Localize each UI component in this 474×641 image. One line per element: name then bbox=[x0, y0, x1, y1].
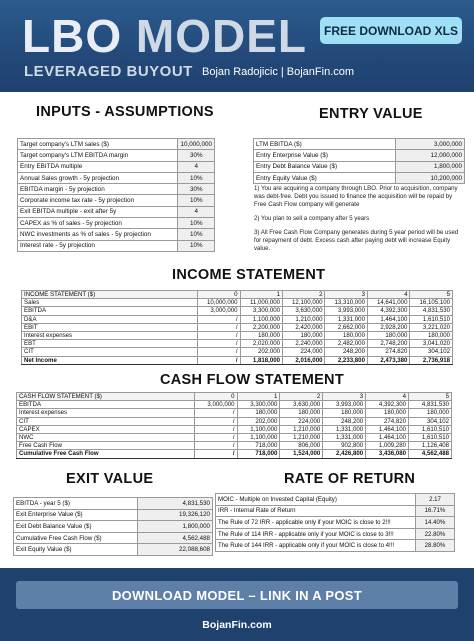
cell-value: 13,310,000 bbox=[325, 299, 367, 307]
cell-value: 2,016,000 bbox=[283, 356, 325, 364]
row-label: LTM EBITDA ($) bbox=[254, 139, 396, 150]
cell-value: 1,464,100 bbox=[366, 433, 409, 441]
cell-value: / bbox=[194, 409, 237, 417]
table-row bbox=[216, 505, 455, 517]
rate-of-return-title: RATE OF RETURN bbox=[284, 471, 416, 487]
cell-value: 16,105,100 bbox=[410, 299, 453, 307]
row-label: D&A bbox=[22, 315, 198, 323]
row-label: Exit Debt Balance Value ($) bbox=[14, 521, 138, 533]
year-header: 1 bbox=[240, 291, 282, 299]
cell-value: 180,000 bbox=[367, 331, 409, 339]
row-label: NWC investments as % of sales - 5y projection bbox=[18, 229, 178, 240]
note-1: 1) You are acquiring a company through LBO. Prior to acquisition, company was debt-free. Debt you issued to finance the acquisition will be repaid by Free Cash Flow company will generate bbox=[254, 185, 458, 208]
table-row bbox=[17, 409, 452, 417]
cell-value: 202,000 bbox=[240, 348, 282, 356]
cell-value: 1,610,510 bbox=[409, 433, 452, 441]
table-row bbox=[14, 521, 213, 533]
row-value: 10% bbox=[178, 195, 215, 206]
year-header: 2 bbox=[280, 393, 323, 401]
row-value: 1,800,000 bbox=[396, 161, 465, 172]
cell-value: 180,000 bbox=[323, 409, 366, 417]
entry-value-table bbox=[253, 138, 465, 184]
rate-of-return-table bbox=[215, 493, 455, 552]
table-row bbox=[18, 206, 215, 217]
table-row bbox=[14, 544, 213, 556]
cell-value: 3,300,000 bbox=[237, 401, 280, 409]
cell-value: 1,100,000 bbox=[237, 425, 280, 433]
income-statement-table bbox=[21, 290, 453, 365]
row-label: EBITDA bbox=[22, 307, 198, 315]
table-row bbox=[18, 172, 215, 183]
cell-value: 3,221,020 bbox=[410, 323, 453, 331]
row-label: CAPEX as % of sales - 5y projection bbox=[18, 218, 178, 229]
year-header: 4 bbox=[366, 393, 409, 401]
header-label: CASH FLOW STATEMENT ($) bbox=[17, 393, 195, 401]
cell-value: 2,748,200 bbox=[367, 340, 409, 348]
cell-value: / bbox=[198, 331, 240, 339]
row-value: 4,831,530 bbox=[138, 498, 213, 510]
row-label: Exit EBITDA multiple - exit after 5y bbox=[18, 206, 178, 217]
table-row bbox=[254, 139, 465, 150]
table-row bbox=[22, 356, 453, 364]
cell-value: / bbox=[198, 315, 240, 323]
table-row bbox=[14, 532, 213, 544]
table-row bbox=[18, 240, 215, 251]
row-label: IRR - Internal Rate of Return bbox=[216, 505, 416, 517]
cell-value: 1,331,000 bbox=[323, 433, 366, 441]
table-row bbox=[254, 172, 465, 183]
row-label: Interest expenses bbox=[22, 331, 198, 339]
row-label: Entry Debt Balance Value ($) bbox=[254, 161, 396, 172]
row-value: 4,562,488 bbox=[138, 532, 213, 544]
cell-value: 3,993,000 bbox=[323, 401, 366, 409]
row-label: CAPEX bbox=[17, 425, 195, 433]
cell-value: 180,000 bbox=[366, 409, 409, 417]
year-header: 3 bbox=[325, 291, 367, 299]
cell-value: 902,800 bbox=[323, 442, 366, 450]
row-label: Entry Equity Value ($) bbox=[254, 172, 396, 183]
row-label: Target company's LTM sales ($) bbox=[18, 139, 178, 150]
cell-value: 3,000,000 bbox=[194, 401, 237, 409]
cell-value: 180,000 bbox=[325, 331, 367, 339]
cell-value: 1,210,000 bbox=[283, 315, 325, 323]
cell-value: 2,662,000 bbox=[325, 323, 367, 331]
cell-value: 4,831,530 bbox=[410, 307, 453, 315]
cell-value: 2,426,800 bbox=[323, 450, 366, 458]
row-value: 10,200,000 bbox=[396, 172, 465, 183]
table-row bbox=[216, 517, 455, 529]
cell-value: 274,820 bbox=[367, 348, 409, 356]
title-model: MODEL bbox=[135, 10, 307, 62]
cell-value: 304,102 bbox=[410, 348, 453, 356]
cell-value: 1,009,280 bbox=[366, 442, 409, 450]
table-row bbox=[18, 229, 215, 240]
row-value: 16.71% bbox=[416, 505, 455, 517]
table-row bbox=[254, 150, 465, 161]
note-2: 2) You plan to sell a company after 5 years bbox=[254, 215, 370, 222]
table-row bbox=[17, 433, 452, 441]
cell-value: 3,300,000 bbox=[240, 307, 282, 315]
row-label: Corporate income tax rate - 5y projection bbox=[18, 195, 178, 206]
table-row bbox=[14, 498, 213, 510]
cell-value: 2,736,918 bbox=[410, 356, 453, 364]
cell-value: 224,000 bbox=[283, 348, 325, 356]
cell-value: 12,100,000 bbox=[283, 299, 325, 307]
row-label: Net Income bbox=[22, 356, 198, 364]
cell-value: 718,000 bbox=[237, 442, 280, 450]
cell-value: 1,464,100 bbox=[367, 315, 409, 323]
cell-value: 1,610,510 bbox=[409, 425, 452, 433]
cash-flow-table bbox=[16, 392, 452, 459]
row-value: 30% bbox=[178, 184, 215, 195]
row-label: Free Cash Flow bbox=[17, 442, 195, 450]
cell-value: 3,000,000 bbox=[198, 307, 240, 315]
header-row bbox=[22, 291, 453, 299]
entry-notes bbox=[254, 185, 464, 259]
cell-value: 180,000 bbox=[237, 409, 280, 417]
row-value: 10% bbox=[178, 218, 215, 229]
cell-value: 2,020,000 bbox=[240, 340, 282, 348]
cell-value: 1,464,100 bbox=[366, 425, 409, 433]
exit-value-title: EXIT VALUE bbox=[66, 471, 154, 487]
cell-value: 10,000,000 bbox=[198, 299, 240, 307]
year-header: 0 bbox=[194, 393, 237, 401]
year-header: 1 bbox=[237, 393, 280, 401]
cell-value: 806,000 bbox=[280, 442, 323, 450]
cell-value: / bbox=[194, 417, 237, 425]
row-value: 12,000,000 bbox=[396, 150, 465, 161]
cell-value: 1,331,000 bbox=[323, 425, 366, 433]
year-header: 0 bbox=[198, 291, 240, 299]
row-label: Entry EBITDA multiple bbox=[18, 161, 178, 172]
cell-value: 1,210,000 bbox=[280, 425, 323, 433]
table-row bbox=[22, 307, 453, 315]
year-header: 5 bbox=[409, 393, 452, 401]
cell-value: 1,818,000 bbox=[240, 356, 282, 364]
row-label: The Rule of 114 IRR - applicable only if your MOIC is close to 3!!! bbox=[216, 528, 416, 540]
row-value: 10,000,000 bbox=[178, 139, 215, 150]
cell-value: 304,102 bbox=[409, 417, 452, 425]
row-label: NWC bbox=[17, 433, 195, 441]
table-row bbox=[22, 315, 453, 323]
row-value: 2.17 bbox=[416, 494, 455, 506]
cell-value: 2,233,800 bbox=[325, 356, 367, 364]
cell-value: 3,630,000 bbox=[280, 401, 323, 409]
header-row bbox=[17, 393, 452, 401]
header-label: INCOME STATEMENT ($) bbox=[22, 291, 198, 299]
income-statement-title: INCOME STATEMENT bbox=[172, 267, 326, 283]
cell-value: 248,200 bbox=[323, 417, 366, 425]
row-label: The Rule of 144 IRR - applicable only if your MOIC is close to 4!!! bbox=[216, 540, 416, 552]
cell-value: 3,041,020 bbox=[410, 340, 453, 348]
cell-value: 2,473,380 bbox=[367, 356, 409, 364]
cell-value: 248,200 bbox=[325, 348, 367, 356]
row-value: 30% bbox=[178, 150, 215, 161]
table-row bbox=[216, 494, 455, 506]
row-label: Exit Equity Value ($) bbox=[14, 544, 138, 556]
cell-value: 2,420,000 bbox=[283, 323, 325, 331]
cell-value: 718,000 bbox=[237, 450, 280, 458]
footer-link[interactable]: BojanFin.com bbox=[202, 619, 272, 631]
row-value: 28.80% bbox=[416, 540, 455, 552]
row-label: EBITDA bbox=[17, 401, 195, 409]
entry-value-title: ENTRY VALUE bbox=[319, 106, 423, 122]
row-label: Interest rate - 5y projection bbox=[18, 240, 178, 251]
cell-value: 180,000 bbox=[240, 331, 282, 339]
row-label: Entry Enterprise Value ($) bbox=[254, 150, 396, 161]
cell-value: 180,000 bbox=[409, 409, 452, 417]
cell-value: 3,630,000 bbox=[283, 307, 325, 315]
cell-value: 180,000 bbox=[283, 331, 325, 339]
row-label: CIT bbox=[22, 348, 198, 356]
exit-value-table bbox=[13, 497, 213, 556]
page-title bbox=[22, 8, 307, 64]
row-value: 1,800,000 bbox=[138, 521, 213, 533]
row-label: EBITDA - year 5 ($) bbox=[14, 498, 138, 510]
row-label: The Rule of 72 IRR - applicable only if your MOIC is close to 2!!! bbox=[216, 517, 416, 529]
cell-value: 274,820 bbox=[366, 417, 409, 425]
cell-value: 11,000,000 bbox=[240, 299, 282, 307]
table-row bbox=[22, 323, 453, 331]
table-row bbox=[254, 161, 465, 172]
free-download-button[interactable]: FREE DOWNLOAD XLS bbox=[320, 17, 462, 44]
cell-value: 1,100,000 bbox=[237, 433, 280, 441]
cell-value: / bbox=[198, 356, 240, 364]
table-row bbox=[22, 348, 453, 356]
row-value: 19,326,120 bbox=[138, 509, 213, 521]
row-value: 22,088,608 bbox=[138, 544, 213, 556]
table-row bbox=[14, 509, 213, 521]
cell-value: 2,928,200 bbox=[367, 323, 409, 331]
year-header: 5 bbox=[410, 291, 453, 299]
download-model-button[interactable]: DOWNLOAD MODEL – LINK IN A POST bbox=[16, 581, 458, 609]
cell-value: 224,000 bbox=[280, 417, 323, 425]
row-value: 22.80% bbox=[416, 528, 455, 540]
row-label: Target company's LTM EBITDA margin bbox=[18, 150, 178, 161]
row-value: 4 bbox=[178, 161, 215, 172]
row-value: 10% bbox=[178, 229, 215, 240]
table-row bbox=[18, 218, 215, 229]
inputs-table bbox=[17, 138, 215, 252]
cell-value: / bbox=[198, 348, 240, 356]
row-label: MOIC - Multiple on Invested Capital (Equity) bbox=[216, 494, 416, 506]
cell-value: 1,524,000 bbox=[280, 450, 323, 458]
cell-value: / bbox=[194, 433, 237, 441]
row-label: Exit Enterprise Value ($) bbox=[14, 509, 138, 521]
cash-flow-title: CASH FLOW STATEMENT bbox=[160, 372, 344, 388]
row-label: CIT bbox=[17, 417, 195, 425]
cell-value: / bbox=[194, 442, 237, 450]
cell-value: 3,436,080 bbox=[366, 450, 409, 458]
cell-value: 1,210,000 bbox=[280, 433, 323, 441]
table-row bbox=[22, 331, 453, 339]
cell-value: 4,392,300 bbox=[367, 307, 409, 315]
note-3: 3) All Free Cash Flow Company generates during 5 year period will be used for repayment of debt. Excess cash after paying debt will increase Equity value. bbox=[254, 229, 459, 252]
row-label: Cumulative Free Cash Flow bbox=[17, 450, 195, 458]
cell-value: 4,392,300 bbox=[366, 401, 409, 409]
cell-value: / bbox=[198, 340, 240, 348]
table-row bbox=[18, 139, 215, 150]
cell-value: 14,641,000 bbox=[367, 299, 409, 307]
cell-value: 180,000 bbox=[410, 331, 453, 339]
row-value: 3,000,000 bbox=[396, 139, 465, 150]
row-value: 14.40% bbox=[416, 517, 455, 529]
row-value: 4 bbox=[178, 206, 215, 217]
table-row bbox=[17, 442, 452, 450]
cell-value: / bbox=[194, 450, 237, 458]
year-header: 2 bbox=[283, 291, 325, 299]
year-header: 4 bbox=[367, 291, 409, 299]
author-credit: Bojan Radojicic | BojanFin.com bbox=[202, 66, 355, 78]
table-row bbox=[17, 417, 452, 425]
row-value: 10% bbox=[178, 240, 215, 251]
table-row bbox=[22, 340, 453, 348]
row-label: Cumulative Free Cash Flow ($) bbox=[14, 532, 138, 544]
cell-value: 1,331,000 bbox=[325, 315, 367, 323]
cell-value: 1,610,510 bbox=[410, 315, 453, 323]
cell-value: 2,240,000 bbox=[283, 340, 325, 348]
table-row bbox=[17, 401, 452, 409]
row-value: 10% bbox=[178, 172, 215, 183]
cell-value: / bbox=[194, 425, 237, 433]
title-lbo: LBO bbox=[22, 10, 123, 62]
table-row bbox=[18, 195, 215, 206]
table-row bbox=[18, 161, 215, 172]
cell-value: 202,000 bbox=[237, 417, 280, 425]
inputs-title: INPUTS - ASSUMPTIONS bbox=[36, 104, 214, 120]
cell-value: 4,831,530 bbox=[409, 401, 452, 409]
cell-value: 1,126,408 bbox=[409, 442, 452, 450]
row-label: EBT bbox=[22, 340, 198, 348]
row-label: Sales bbox=[22, 299, 198, 307]
table-row bbox=[17, 450, 452, 458]
row-label: EBIT bbox=[22, 323, 198, 331]
table-row bbox=[22, 299, 453, 307]
page-subtitle: LEVERAGED BUYOUT bbox=[24, 63, 193, 80]
cell-value: 1,100,000 bbox=[240, 315, 282, 323]
table-row bbox=[216, 540, 455, 552]
row-label: EBITDA margin - 5y projection bbox=[18, 184, 178, 195]
cell-value: 2,482,000 bbox=[325, 340, 367, 348]
year-header: 3 bbox=[323, 393, 366, 401]
cell-value: / bbox=[198, 323, 240, 331]
table-row bbox=[18, 184, 215, 195]
cell-value: 3,993,000 bbox=[325, 307, 367, 315]
row-label: Interest expenses bbox=[17, 409, 195, 417]
cell-value: 2,200,000 bbox=[240, 323, 282, 331]
row-label: Annual Sales growth - 5y projection bbox=[18, 172, 178, 183]
table-row bbox=[216, 528, 455, 540]
table-row bbox=[18, 150, 215, 161]
table-row bbox=[17, 425, 452, 433]
cell-value: 4,562,488 bbox=[409, 450, 452, 458]
cell-value: 180,000 bbox=[280, 409, 323, 417]
